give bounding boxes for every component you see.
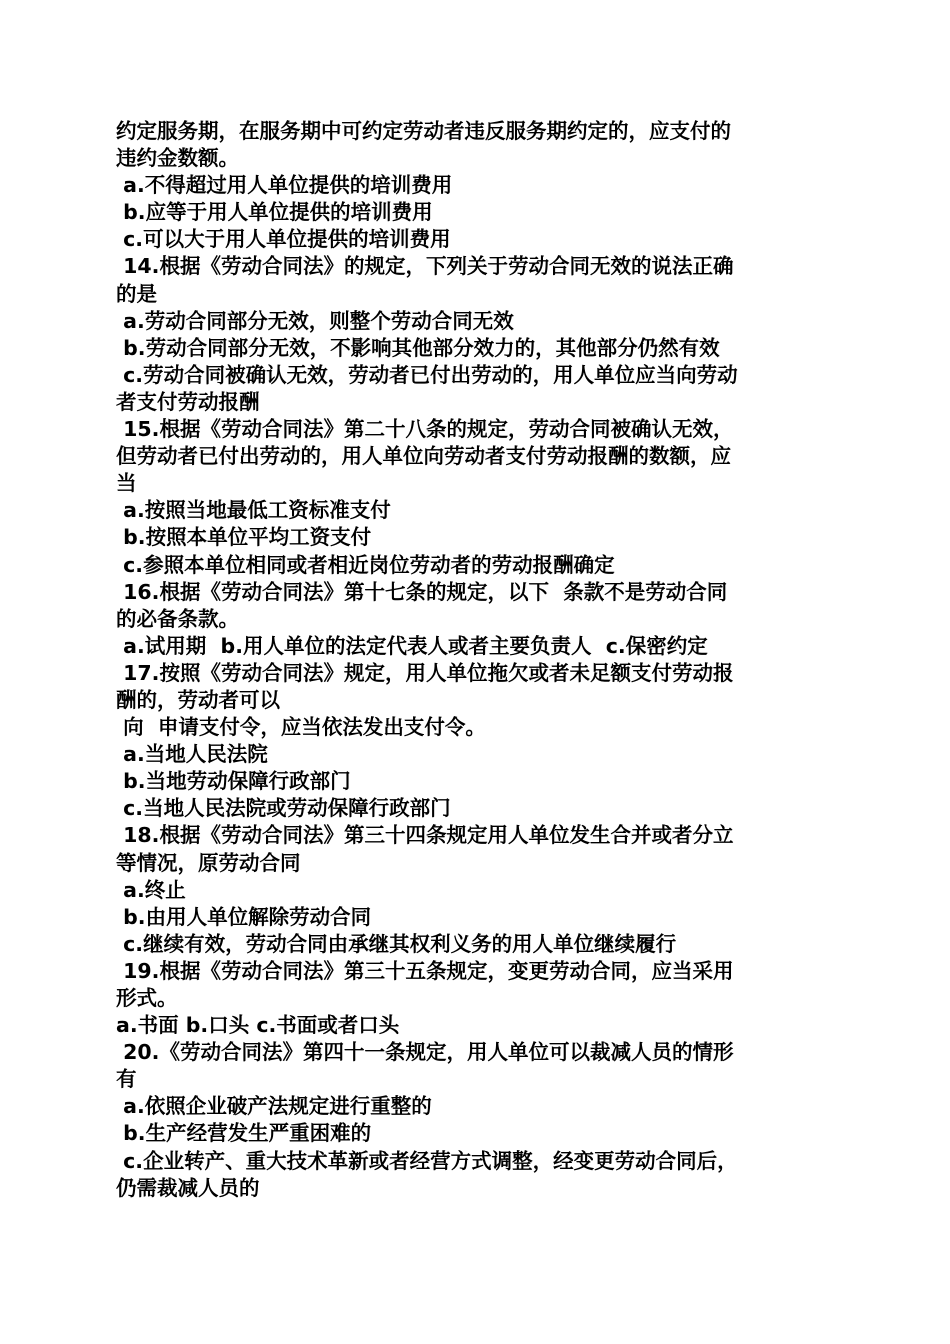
question-line: 等情况，原劳动合同 <box>116 850 301 875</box>
question-line: 的必备条款。 <box>116 606 239 631</box>
option-line: b.按照本单位平均工资支付 <box>116 525 372 550</box>
option-line: c.继续有效，劳动合同由承继其权利义务的用人单位继续履行 <box>116 931 677 956</box>
text-line: 违约金数额。 <box>116 146 239 171</box>
question-line: 形式。 <box>116 986 178 1010</box>
question-line: 18.根据《劳动合同法》第三十四条规定用人单位发生合并或者分立 <box>116 823 734 848</box>
option-line: b.应等于用人单位提供的培训费用 <box>116 200 433 225</box>
question-line: 17.按照《劳动合同法》规定，用人单位拖欠或者未足额支付劳动报 <box>116 660 734 685</box>
question-line: 15.根据《劳动合同法》第二十八条的规定，劳动合同被确认无效， <box>116 417 734 442</box>
option-line: a.按照当地最低工资标准支付 <box>116 498 391 523</box>
option-line: b.劳动合同部分无效，不影响其他部分效力的，其他部分仍然有效 <box>116 335 720 360</box>
option-line: 者支付劳动报酬 <box>116 389 260 414</box>
question-line: 酬的，劳动者可以 <box>116 687 280 712</box>
option-line: b.当地劳动保障行政部门 <box>116 769 351 794</box>
option-line: c.参照本单位相同或者相近岗位劳动者的劳动报酬确定 <box>116 552 615 577</box>
option-line: c.当地人民法院或劳动保障行政部门 <box>116 796 451 821</box>
question-line: 的是 <box>116 281 157 306</box>
option-line: b.由用人单位解除劳动合同 <box>116 904 372 929</box>
question-line: 向 申请支付令，应当依法发出支付令。 <box>116 715 486 740</box>
option-line: 仍需裁减人员的 <box>116 1175 260 1200</box>
question-line: 16.根据《劳动合同法》第十七条的规定，以下 条款不是劳动合同 <box>116 579 728 604</box>
option-line: a.依照企业破产法规定进行重整的 <box>116 1094 432 1119</box>
option-line: a.当地人民法院 <box>116 742 268 767</box>
question-line: 但劳动者已付出劳动的，用人单位向劳动者支付劳动报酬的数额，应 <box>116 444 731 469</box>
option-line: b.生产经营发生严重困难的 <box>116 1121 372 1146</box>
option-line: a.不得超过用人单位提供的培训费用 <box>116 173 453 198</box>
document-body <box>116 118 836 1202</box>
option-line: a.书面 b.口头 c.书面或者口头 <box>116 1013 400 1038</box>
option-line: a.试用期 b.用人单位的法定代表人或者主要负责人 c.保密约定 <box>116 633 708 658</box>
option-line: c.可以大于用人单位提供的培训费用 <box>116 227 451 252</box>
question-line: 有 <box>116 1067 137 1092</box>
question-line: 19.根据《劳动合同法》第三十五条规定，变更劳动合同，应当采用 <box>116 958 734 983</box>
question-line: 20.《劳动合同法》第四十一条规定，用人单位可以裁减人员的情形 <box>116 1040 734 1065</box>
question-line: 14.根据《劳动合同法》的规定，下列关于劳动合同无效的说法正确 <box>116 254 734 279</box>
option-line: a.终止 <box>116 877 186 902</box>
option-line: a.劳动合同部分无效，则整个劳动合同无效 <box>116 308 514 333</box>
text-line: 约定服务期，在服务期中可约定劳动者违反服务期约定的，应支付的 <box>116 119 731 143</box>
option-line: c.劳动合同被确认无效，劳动者已付出劳动的，用人单位应当向劳动 <box>116 362 738 387</box>
question-line: 当 <box>116 471 137 496</box>
option-line: c.企业转产、重大技术革新或者经营方式调整，经变更劳动合同后， <box>116 1148 738 1173</box>
